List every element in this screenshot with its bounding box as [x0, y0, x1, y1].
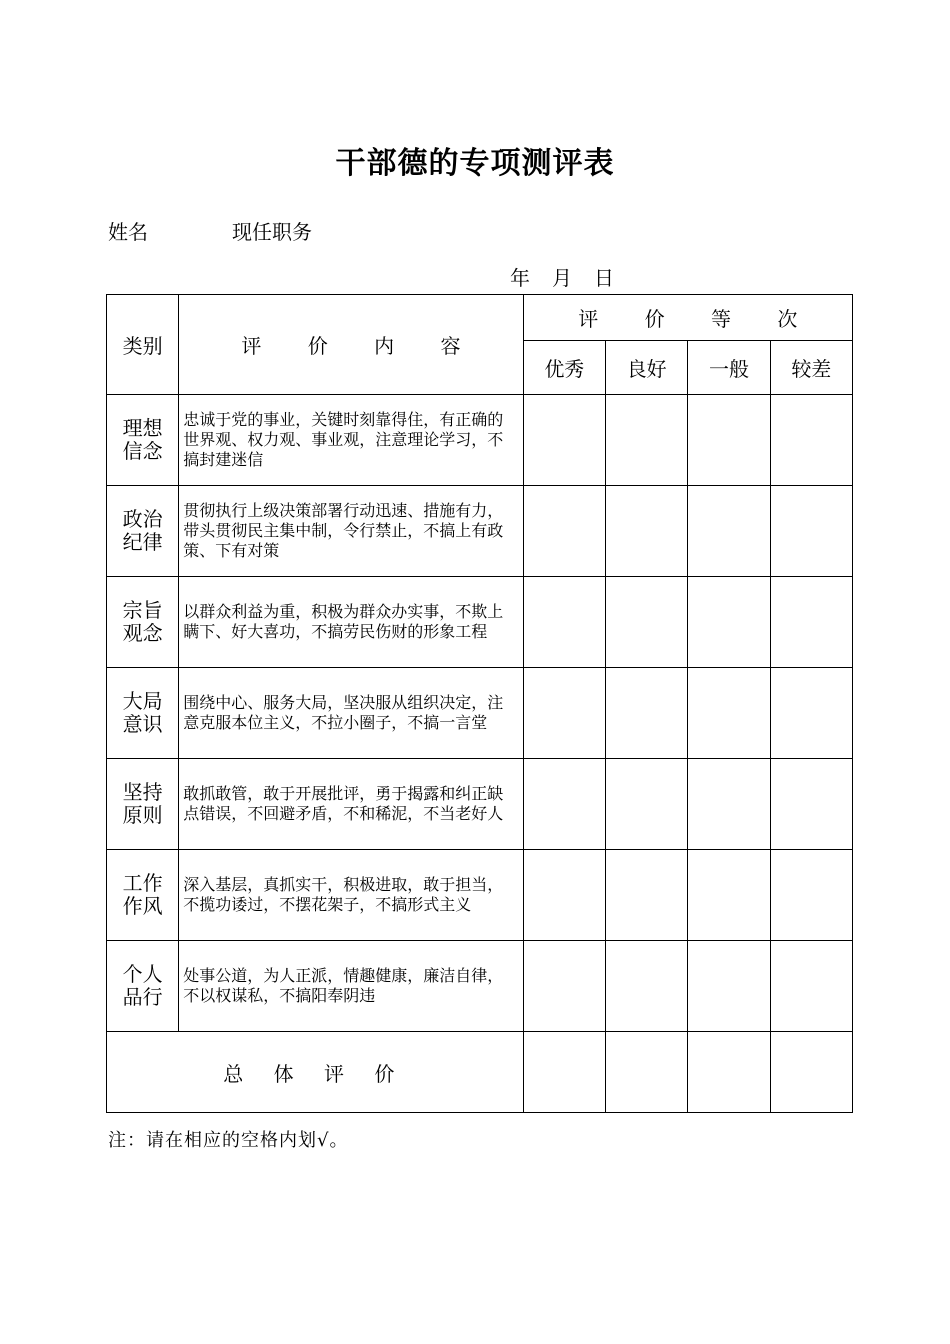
- date-line: [510, 262, 614, 291]
- grade-cell-poor[interactable]: [770, 668, 852, 759]
- current-post-label: 现任职务: [232, 220, 312, 244]
- grade-cell-poor[interactable]: [770, 395, 852, 486]
- grade-cell-average[interactable]: [688, 668, 770, 759]
- grade-cell-excellent[interactable]: [523, 577, 605, 668]
- grade-cell-poor[interactable]: [770, 759, 852, 850]
- grade-excellent-header: 优秀: [523, 341, 605, 395]
- table-row: [107, 850, 853, 941]
- grade-cell-excellent[interactable]: [523, 941, 605, 1032]
- grade-cell-excellent[interactable]: [523, 668, 605, 759]
- grade-cell-good[interactable]: [605, 577, 687, 668]
- category-cell: 工作 作风: [107, 850, 179, 941]
- grade-cell-poor[interactable]: [770, 486, 852, 577]
- category-cell: 大局 意识: [107, 668, 179, 759]
- category-cell: 坚持 原则: [107, 759, 179, 850]
- content-cell: 围绕中心、服务大局，坚决服从组织决定，注意克服本位主义，不拉小圈子，不搞一言堂: [179, 668, 523, 759]
- content-header: 评 价 内 容: [179, 295, 523, 395]
- form-note: 注：请在相应的空格内划√。: [108, 1130, 349, 1151]
- grade-cell-poor[interactable]: [770, 577, 852, 668]
- grade-header: 评 价 等 次: [523, 295, 852, 341]
- grade-cell-average[interactable]: [688, 1032, 770, 1113]
- content-cell: 忠诚于党的事业，关键时刻靠得住，有正确的世界观、权力观、事业观，注意理论学习，不搞封建迷信: [179, 395, 523, 486]
- grade-cell-average[interactable]: [688, 395, 770, 486]
- grade-cell-poor[interactable]: [770, 1032, 852, 1113]
- grade-cell-good[interactable]: [605, 850, 687, 941]
- evaluation-table: [106, 294, 853, 1113]
- category-cell: 政治 纪律: [107, 486, 179, 577]
- table-row: [107, 941, 853, 1032]
- grade-cell-good[interactable]: [605, 395, 687, 486]
- grade-cell-excellent[interactable]: [523, 486, 605, 577]
- content-cell: 以群众利益为重，积极为群众办实事，不欺上瞒下、好大喜功，不搞劳民伤财的形象工程: [179, 577, 523, 668]
- month-label: 月: [552, 266, 572, 290]
- grade-cell-average[interactable]: [688, 486, 770, 577]
- year-label: 年: [510, 266, 530, 290]
- grade-good-header: 良好: [605, 341, 687, 395]
- content-cell: 贯彻执行上级决策部署行动迅速、措施有力，带头贯彻民主集中制，令行禁止，不搞上有政策、下有对策: [179, 486, 523, 577]
- name-label: 姓名: [108, 220, 148, 244]
- category-cell: 个人 品行: [107, 941, 179, 1032]
- category-header: 类别: [107, 295, 179, 395]
- grade-cell-excellent[interactable]: [523, 1032, 605, 1113]
- grade-cell-good[interactable]: [605, 1032, 687, 1113]
- table-row: [107, 577, 853, 668]
- grade-cell-good[interactable]: [605, 668, 687, 759]
- grade-cell-average[interactable]: [688, 577, 770, 668]
- grade-cell-average[interactable]: [688, 941, 770, 1032]
- grade-cell-excellent[interactable]: [523, 850, 605, 941]
- grade-cell-poor[interactable]: [770, 941, 852, 1032]
- grade-average-header: 一般: [688, 341, 770, 395]
- category-cell: 宗旨 观念: [107, 577, 179, 668]
- content-cell: 处事公道，为人正派，情趣健康，廉洁自律，不以权谋私，不搞阳奉阴违: [179, 941, 523, 1032]
- grade-cell-average[interactable]: [688, 759, 770, 850]
- form-title: 干部德的专项测评表: [335, 146, 615, 181]
- category-cell: 理想 信念: [107, 395, 179, 486]
- grade-cell-excellent[interactable]: [523, 395, 605, 486]
- grade-cell-good[interactable]: [605, 486, 687, 577]
- overall-evaluation-label: 总 体 评 价: [107, 1032, 524, 1113]
- grade-cell-good[interactable]: [605, 759, 687, 850]
- day-label: 日: [594, 266, 614, 290]
- content-cell: 深入基层，真抓实干，积极进取，敢于担当，不揽功诿过，不摆花架子，不搞形式主义: [179, 850, 523, 941]
- table-row: [107, 759, 853, 850]
- grade-cell-good[interactable]: [605, 941, 687, 1032]
- table-row: [107, 486, 853, 577]
- table-row: [107, 668, 853, 759]
- grade-cell-poor[interactable]: [770, 850, 852, 941]
- grade-poor-header: 较差: [770, 341, 852, 395]
- grade-cell-average[interactable]: [688, 850, 770, 941]
- content-cell: 敢抓敢管，敢于开展批评，勇于揭露和纠正缺点错误，不回避矛盾，不和稀泥，不当老好人: [179, 759, 523, 850]
- grade-cell-excellent[interactable]: [523, 759, 605, 850]
- total-row: [107, 1032, 853, 1113]
- table-row: [107, 395, 853, 486]
